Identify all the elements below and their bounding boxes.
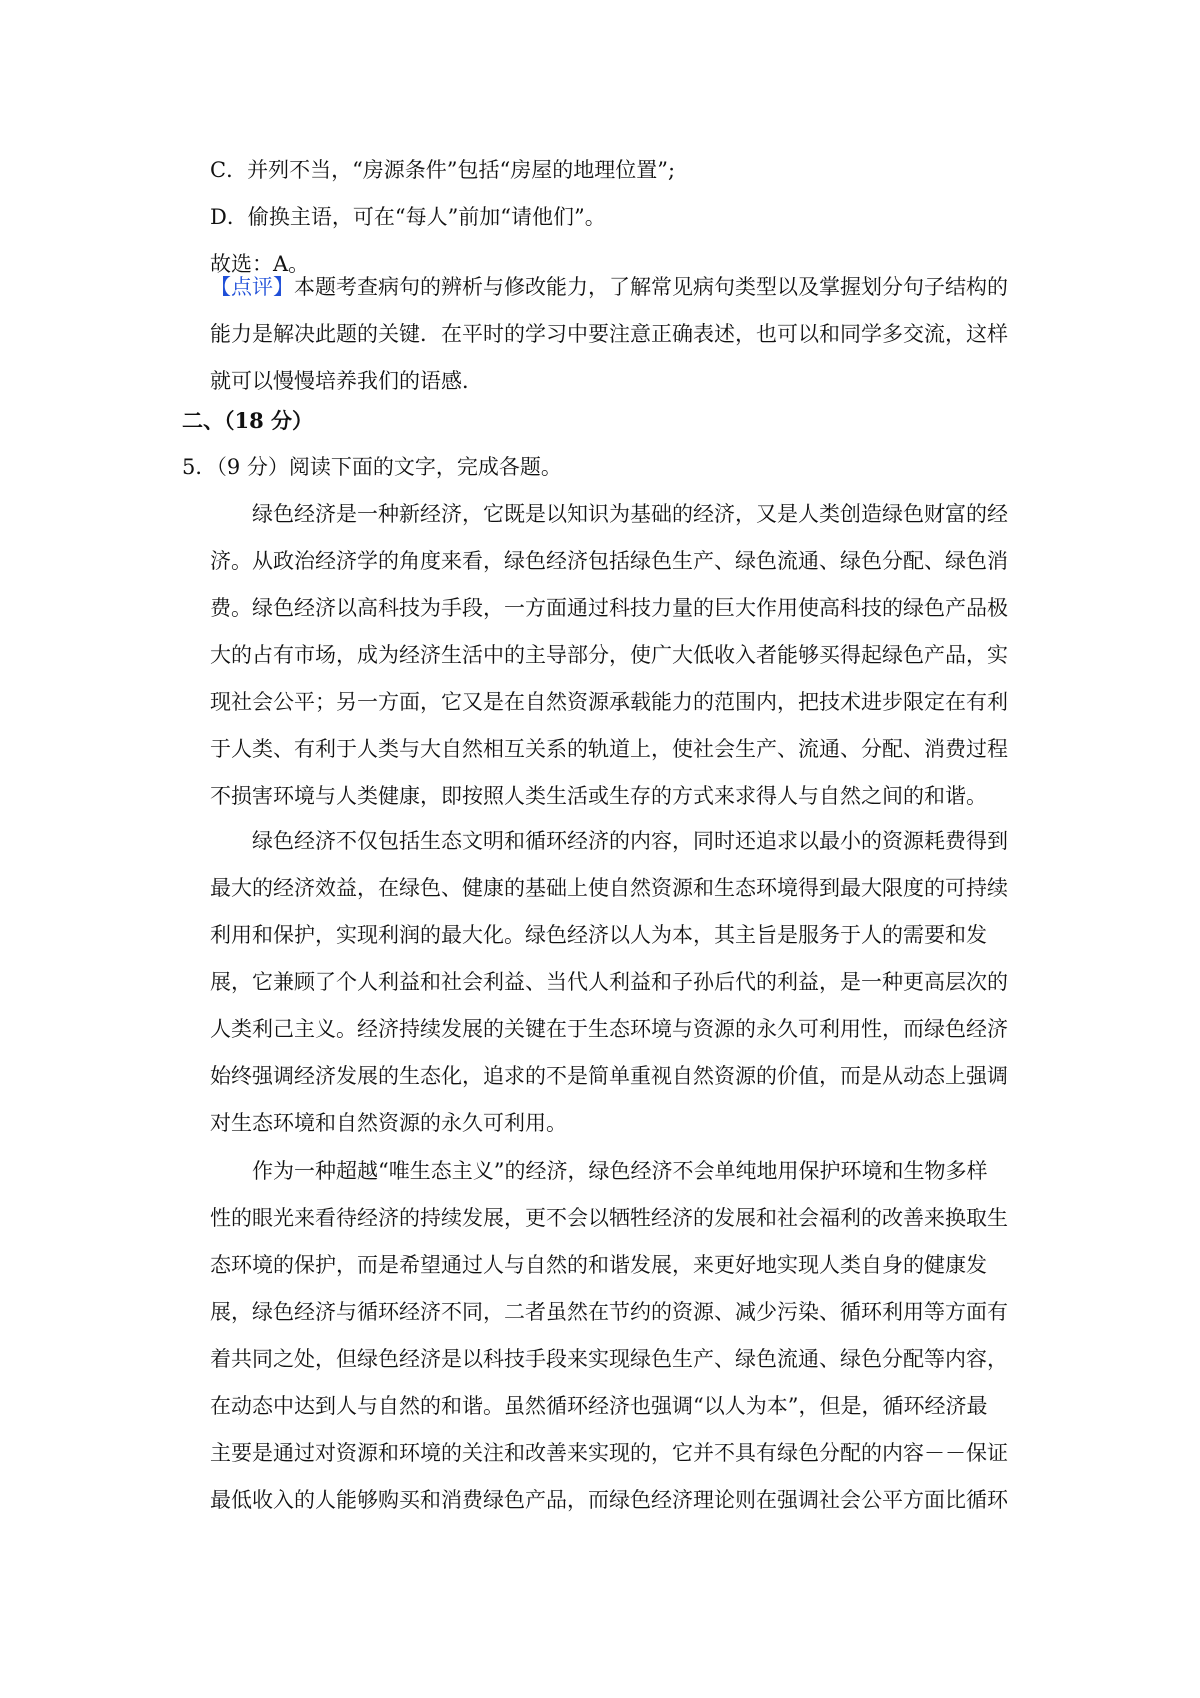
p1-line-7: 不损害环境与人类健康，即按照人类生活或生存的方式来求得人与自然之间的和谐。 bbox=[210, 784, 987, 808]
comment-text-1: 本题考查病句的辨析与修改能力，了解常见病句类型以及掌握划分句子结构的 bbox=[294, 275, 1008, 299]
comment-line-1 bbox=[210, 264, 1020, 311]
answer-option-c: C．并列不当，“房源条件”包括“房屋的地理位置”; bbox=[210, 158, 676, 182]
p1-line-2: 济。从政治经济学的角度来看，绿色经济包括绿色生产、绿色流通、绿色分配、绿色消 bbox=[210, 549, 1008, 573]
p3-line-3: 态环境的保护，而是希望通过人与自然的和谐发展，来更好地实现人类自身的健康发 bbox=[210, 1253, 987, 1277]
p1-line-3: 费。绿色经济以高科技为手段，一方面通过科技力量的巨大作用使高科技的绿色产品极 bbox=[210, 596, 1008, 620]
comment-block bbox=[0, 264, 1020, 405]
p3-line-7: 主要是通过对资源和环境的关注和改善来实现的，它并不具有绿色分配的内容－－保证 bbox=[210, 1441, 1008, 1465]
p2-line-7: 对生态环境和自然资源的永久可利用。 bbox=[210, 1111, 567, 1135]
p2-line-5: 人类利己主义。经济持续发展的关键在于生态环境与资源的永久可利用性，而绿色经济 bbox=[210, 1017, 1008, 1041]
section-heading-text: 二、（18 分） bbox=[182, 408, 314, 433]
comment-tag: 【点评】 bbox=[210, 275, 294, 299]
p2-line-4: 展，它兼顾了个人利益和社会利益、当代人利益和子孙后代的利益，是一种更高层次的 bbox=[210, 970, 1008, 994]
p1-line-4: 大的占有市场，成为经济生活中的主导部分，使广大低收入者能够买得起绿色产品，实 bbox=[210, 643, 1008, 667]
question-prompt bbox=[0, 444, 1200, 491]
p3-line-5: 着共同之处，但绿色经济是以科技手段来实现绿色生产、绿色流通、绿色分配等内容， bbox=[210, 1347, 1008, 1371]
p1-line-5: 现社会公平；另一方面，它又是在自然资源承载能力的范围内，把技术进步限定在有利 bbox=[210, 690, 1008, 714]
p2-line-3: 利用和保护，实现利润的最大化。绿色经济以人为本，其主旨是服务于人的需要和发 bbox=[210, 923, 987, 947]
section-heading bbox=[0, 397, 1200, 444]
p1-line-1: 绿色经济是一种新经济，它既是以知识为基础的经济，又是人类创造绿色财富的经 bbox=[252, 502, 1008, 526]
passage-paragraph-1 bbox=[0, 491, 1020, 820]
p3-line-4: 展，绿色经济与循环经济不同，二者虽然在节约的资源、减少污染、循环利用等方面有 bbox=[210, 1300, 1008, 1324]
p2-line-6: 始终强调经济发展的生态化，追求的不是简单重视自然资源的价值，而是从动态上强调 bbox=[210, 1064, 1008, 1088]
passage-paragraph-2 bbox=[0, 818, 1020, 1147]
comment-line-3: 就可以慢慢培养我们的语感． bbox=[210, 369, 483, 393]
passage-paragraph-3 bbox=[0, 1148, 1020, 1524]
p2-line-2: 最大的经济效益，在绿色、健康的基础上使自然资源和生态环境得到最大限度的可持续 bbox=[210, 876, 1008, 900]
p3-line-8: 最低收入的人能够购买和消费绿色产品，而绿色经济理论则在强调社会公平方面比循环 bbox=[210, 1488, 1008, 1512]
p3-line-1: 作为一种超越“唯生态主义”的经济，绿色经济不会单纯地用保护环境和生物多样 bbox=[252, 1159, 988, 1183]
p1-line-6: 于人类、有利于人类与大自然相互关系的轨道上，使社会生产、流通、分配、消费过程 bbox=[210, 737, 1008, 761]
p2-line-1: 绿色经济不仅包括生态文明和循环经济的内容，同时还追求以最小的资源耗费得到 bbox=[252, 829, 1008, 853]
answer-option-d: D．偷换主语，可在“每人”前加“请他们”。 bbox=[210, 205, 606, 229]
answer-choice: 故选：A。 bbox=[210, 252, 310, 276]
question-prompt-text: 5．（9 分）阅读下面的文字，完成各题。 bbox=[182, 455, 562, 479]
comment-line-2: 能力是解决此题的关键．在平时的学习中要注意正确表述，也可以和同学多交流，这样 bbox=[210, 322, 1008, 346]
p3-line-6: 在动态中达到人与自然的和谐。虽然循环经济也强调“以人为本”，但是，循环经济最 bbox=[210, 1394, 988, 1418]
p3-line-2: 性的眼光来看待经济的持续发展，更不会以牺牲经济的发展和社会福利的改善来换取生 bbox=[210, 1206, 1008, 1230]
